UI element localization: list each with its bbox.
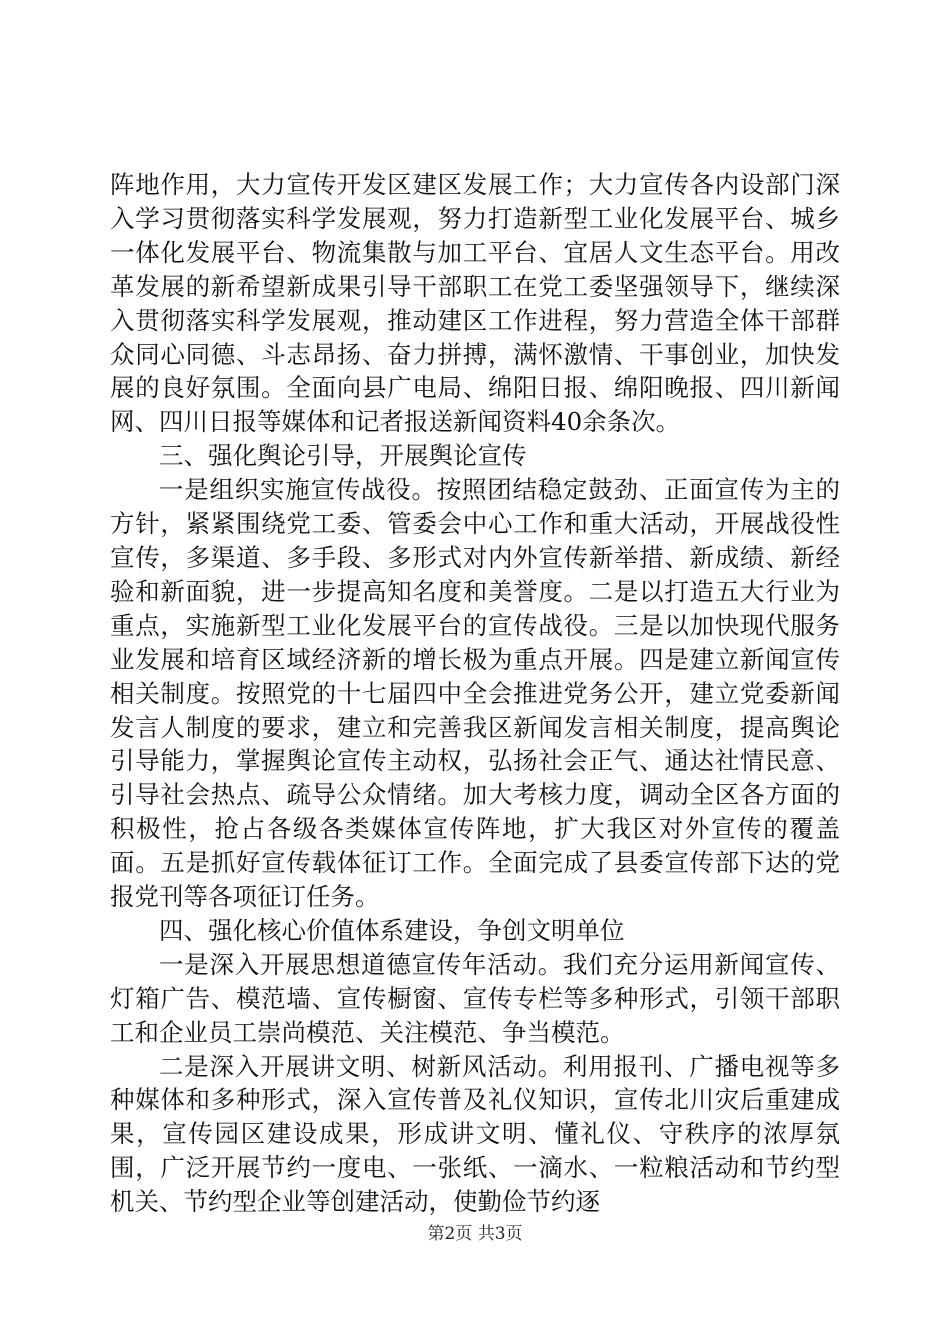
paragraph-continuation: 阵地作用，大力宣传开发区建区发展工作；大力宣传各内设部门深入学习贯彻落实科学发展观，努力打造新型工业化发展平台、城乡一体化发展平台、物流集散与加工平台、宜居人文生态平台。用改革发展的新希望新成果引导干部职工在党工委坚强领导下，继续深入贯彻落实科学发展观，推动建区工作进程，努力营造全体干部群众同心同德、斗志昂扬、奋力拼搏，满怀激情、干事创业，加快发展的良好氛围。全面向县广电局、绵阳日报、绵阳晚报、四川新闻网、四川日报等媒体和记者报送新闻资料40余条次。: [110, 170, 840, 437]
section-heading-4: 四、强化核心价值体系建设，争创文明单位: [159, 915, 625, 945]
page-number-footer: 第2页 共3页: [427, 1224, 523, 1244]
document-body: [110, 168, 840, 1219]
section-heading-3: 三、强化舆论引导，开展舆论宣传: [159, 441, 527, 471]
paragraph-body: 一是组织实施宣传战役。按照团结稳定鼓劲、正面宣传为主的方针，紧紧围绕党工委、管委会中心工作和重大活动，开展战役性宣传，多渠道、多手段、多形式对内外宣传新举措、新成绩、新经验和新面貌，进一步提高知名度和美誉度。二是以打造五大行业为重点，实施新型工业化发展平台的宣传战役。三是以加快现代服务业发展和培育区域经济新的增长极为重点开展。四是建立新闻宣传相关制度。按照党的十七届四中全会推进党务公开，建立党委新闻发言人制度的要求，建立和完善我区新闻发言相关制度，提高舆论引导能力，掌握舆论宣传主动权，弘扬社会正气、通达社情民意、引导社会热点、疏导公众情绪。加大考核力度，调动全区各方面的积极性，抢占各级各类媒体宣传阵地，扩大我区对外宣传的覆盖面。五是抓好宣传载体征订工作。全面完成了县委宣传部下达的党报党刊等各项征订任务。: [110, 475, 840, 912]
paragraph-body: 一是深入开展思想道德宣传年活动。我们充分运用新闻宣传、灯箱广告、模范墙、宣传橱窗、宣传专栏等多种形式，引领干部职工和企业员工崇尚模范、关注模范、争当模范。: [110, 949, 840, 1047]
paragraph-body: 二是深入开展讲文明、树新风活动。利用报刊、广播电视等多种媒体和多种形式，深入宣传普及礼仪知识，宣传北川灾后重建成果，宣传园区建设成果，形成讲文明、懂礼仪、守秩序的浓厚氛围，广泛开展节约一度电、一张纸、一滴水、一粒粮活动和节约型机关、节约型企业等创建活动，使勤俭节约逐: [110, 1051, 840, 1217]
